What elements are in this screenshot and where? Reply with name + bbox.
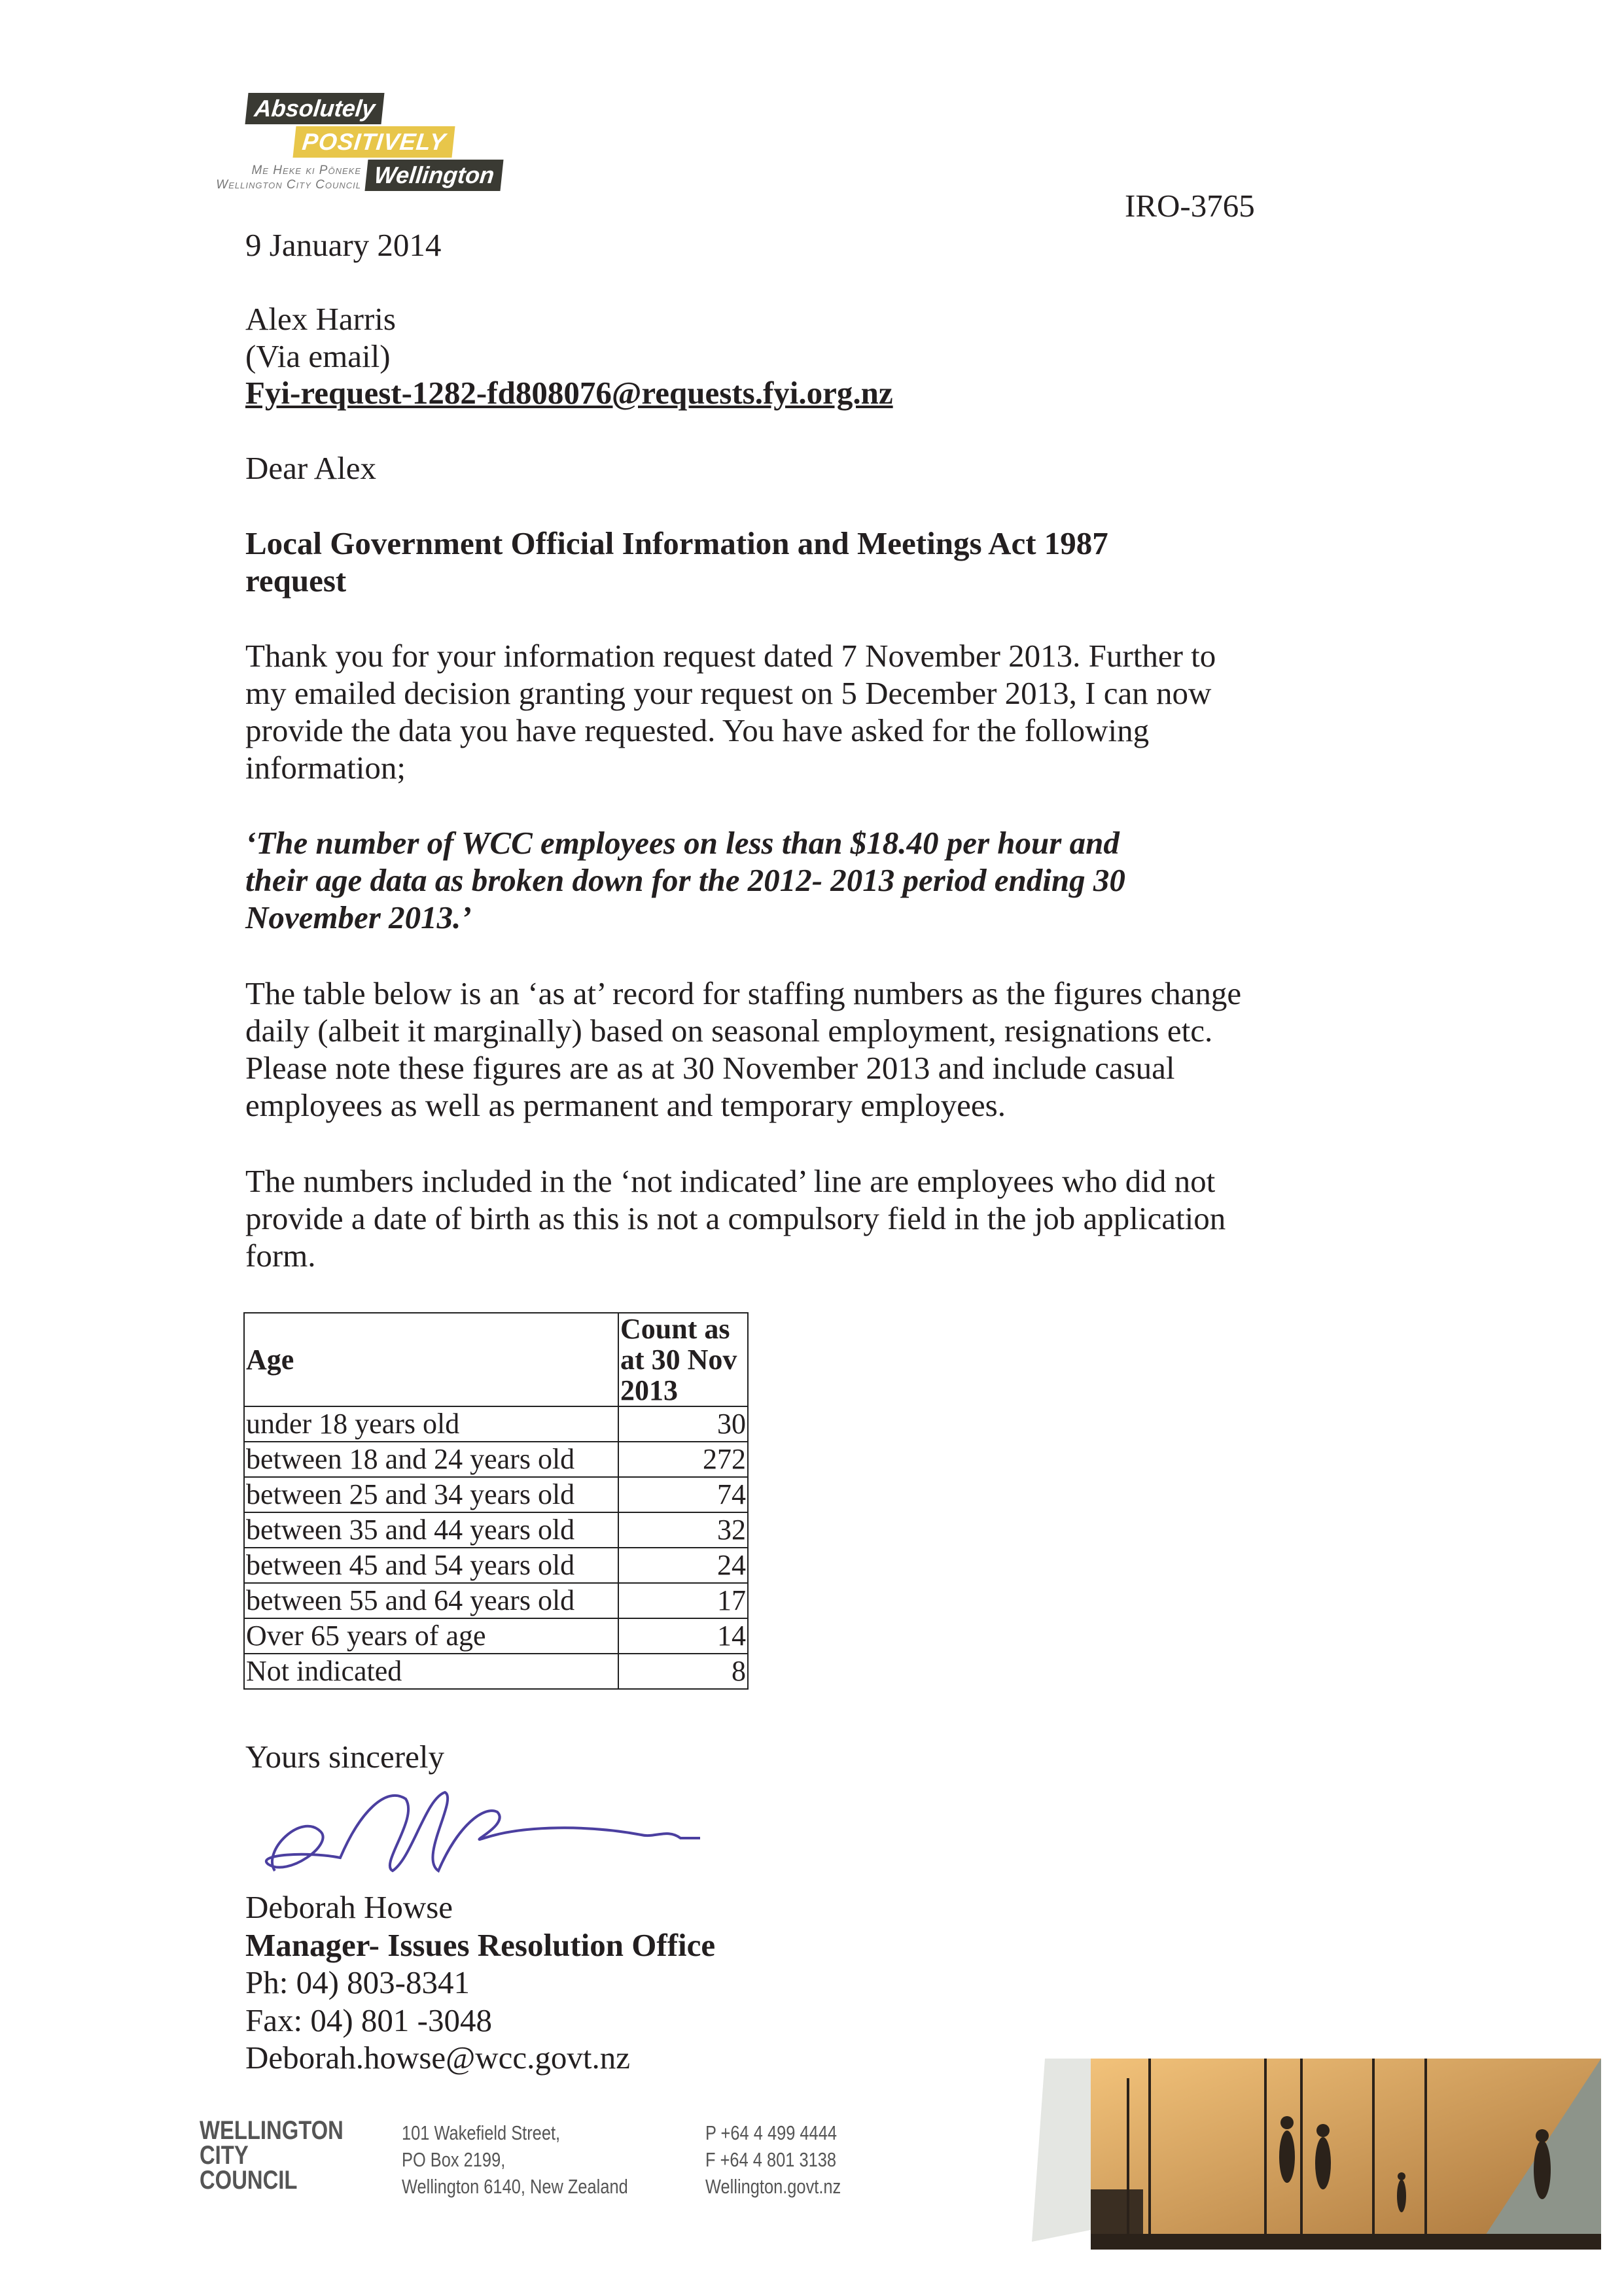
footer-address <box>402 2119 628 2200</box>
table-row <box>244 1477 748 1512</box>
age-count-table <box>243 1312 749 1690</box>
footer-org-line: COUNCIL <box>200 2166 298 2195</box>
wcc-logo <box>216 92 505 196</box>
footer-photo <box>1019 2059 1608 2255</box>
heading-line: request <box>245 563 347 599</box>
footer-address-line: Wellington 6140, New Zealand <box>402 2175 628 2198</box>
request-quote <box>245 824 1125 936</box>
text-line: The numbers included in the ‘not indicated’ line are employees who did not <box>245 1163 1216 1199</box>
count-cell: 24 <box>618 1548 748 1583</box>
signer-name: Deborah Howse <box>245 1889 453 1925</box>
age-cell: between 25 and 34 years old <box>244 1477 618 1512</box>
age-cell: between 45 and 54 years old <box>244 1548 618 1583</box>
footer-fax: F +64 4 801 3138 <box>705 2148 837 2171</box>
paragraph-table-note <box>245 975 1241 1124</box>
footer-website[interactable]: Wellington.govt.nz <box>705 2175 841 2198</box>
text-line: ‘The number of WCC employees on less than $18.40 per hour and <box>245 825 1120 861</box>
logo-subtitle <box>165 164 361 192</box>
text-line: Thank you for your information request dated 7 November 2013. Further to <box>245 638 1216 674</box>
recipient-name: Alex Harris <box>245 301 396 337</box>
logo-sub-maori: Me Heke ki Pōneke <box>251 164 361 177</box>
age-cell: between 18 and 24 years old <box>244 1442 618 1477</box>
count-cell: 32 <box>618 1512 748 1548</box>
table-row <box>244 1654 748 1689</box>
age-cell: between 35 and 44 years old <box>244 1512 618 1548</box>
table-row <box>244 1618 748 1654</box>
recipient-email-link[interactable]: Fyi-request-1282-fd808076@requests.fyi.org.nz <box>245 375 893 411</box>
text-line: The table below is an ‘as at’ record for staffing numbers as the figures change <box>245 975 1242 1011</box>
text-line: Please note these figures are as at 30 November 2013 and include casual <box>245 1050 1175 1086</box>
text-line: provide a date of birth as this is not a compulsory field in the job application <box>245 1200 1226 1236</box>
footer-org <box>200 2118 344 2193</box>
logo-wellington: Wellington <box>364 160 503 191</box>
letter-heading <box>245 525 1108 599</box>
age-cell: Over 65 years of age <box>244 1618 618 1654</box>
text-line: provide the data you have requested. You have asked for the following <box>245 712 1150 748</box>
text-line: daily (albeit it marginally) based on seasonal employment, resignations etc. <box>245 1013 1213 1049</box>
table-row <box>244 1548 748 1583</box>
text-line: form. <box>245 1238 316 1274</box>
text-line: employees as well as permanent and temporary employees. <box>245 1087 1006 1123</box>
logo-absolutely: Absolutely <box>245 93 384 124</box>
signer-title: Manager- Issues Resolution Office <box>245 1927 716 1963</box>
logo-sub-english: Wellington City Council <box>216 178 361 192</box>
table-row <box>244 1512 748 1548</box>
footer-org-line: CITY <box>200 2141 249 2170</box>
text-line: my emailed decision granting your request on 5 December 2013, I can now <box>245 675 1212 711</box>
paragraph-intro <box>245 637 1216 786</box>
age-cell: Not indicated <box>244 1654 618 1689</box>
count-cell: 14 <box>618 1618 748 1654</box>
footer-phone: P +64 4 499 4444 <box>705 2121 837 2144</box>
closing: Yours sincerely <box>245 1739 444 1775</box>
reference-number: IRO-3765 <box>1125 188 1255 224</box>
heading-line: Local Government Official Information and Meetings Act 1987 <box>245 525 1108 561</box>
text-line: November 2013.’ <box>245 899 472 935</box>
count-cell: 17 <box>618 1583 748 1618</box>
footer-address-line: PO Box 2199, <box>402 2148 506 2171</box>
signature <box>249 1773 746 1884</box>
count-cell: 272 <box>618 1442 748 1477</box>
count-cell: 30 <box>618 1406 748 1442</box>
table-row <box>244 1583 748 1618</box>
table-header-row <box>244 1313 748 1406</box>
header-age: Age <box>244 1313 618 1406</box>
signer-fax: Fax: 04) 801 -3048 <box>245 2002 492 2038</box>
count-cell: 74 <box>618 1477 748 1512</box>
text-line: their age data as broken down for the 2012- 2013 period ending 30 <box>245 862 1125 898</box>
letter-date: 9 January 2014 <box>245 227 442 263</box>
age-cell: under 18 years old <box>244 1406 618 1442</box>
signer-email[interactable]: Deborah.howse@wcc.govt.nz <box>245 2040 631 2076</box>
footer-contact <box>705 2119 841 2200</box>
signer-phone: Ph: 04) 803-8341 <box>245 1964 470 2000</box>
recipient-via: (Via email) <box>245 338 391 374</box>
paragraph-not-indicated <box>245 1162 1226 1274</box>
salutation: Dear Alex <box>245 450 376 486</box>
logo-positively: POSITIVELY <box>292 126 455 158</box>
table-row <box>244 1442 748 1477</box>
table-row <box>244 1406 748 1442</box>
header-count: Count as at 30 Nov 2013 <box>618 1313 748 1406</box>
text-line: information; <box>245 750 406 786</box>
age-cell: between 55 and 64 years old <box>244 1583 618 1618</box>
footer-org-line: WELLINGTON <box>200 2116 344 2145</box>
footer-address-line: 101 Wakefield Street, <box>402 2121 561 2144</box>
count-cell: 8 <box>618 1654 748 1689</box>
